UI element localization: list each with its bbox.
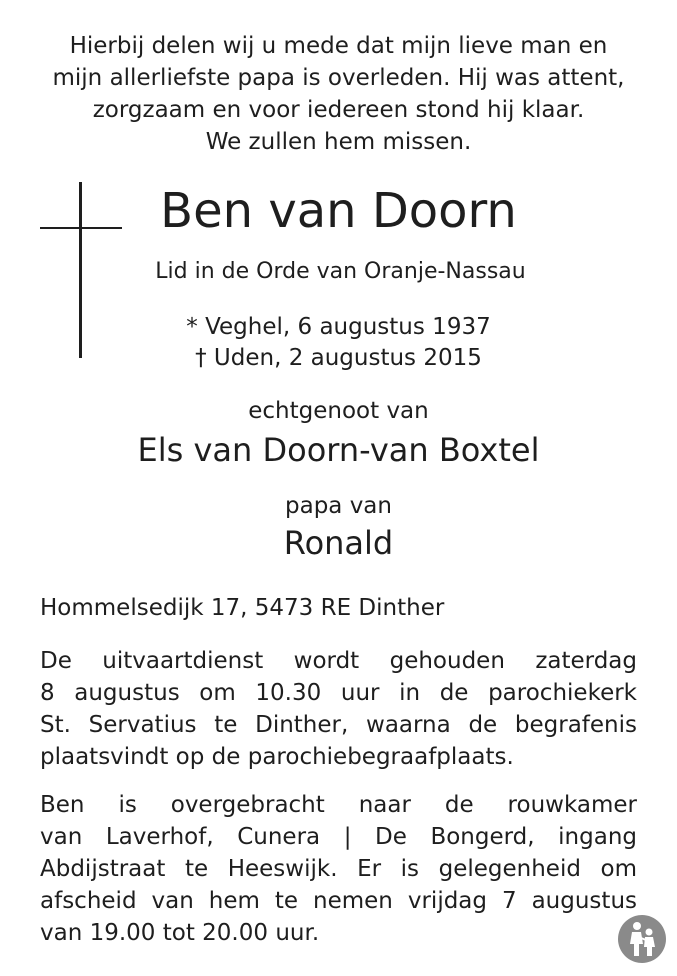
- intro-line: Hierbij delen wij u mede dat mijn lieve man en: [69, 33, 608, 59]
- child-name: Ronald: [283, 524, 394, 562]
- funeral-service-paragraph: [40, 645, 637, 773]
- paragraph-line: afscheid van hem te nemen vrijdag 7 augustus: [40, 888, 637, 914]
- paragraph-line: van 19.00 tot 20.00 uur.: [40, 920, 320, 946]
- child-label: papa van: [285, 493, 392, 519]
- intro-line: We zullen hem missen.: [205, 129, 472, 155]
- paragraph-line: 8 augustus om 10.30 uur in de parochiekerk: [40, 680, 637, 706]
- paragraph-line: De uitvaartdienst wordt gehouden zaterdag: [40, 648, 637, 674]
- death-date: † Uden, 2 augustus 2015: [195, 345, 482, 371]
- intro-text: [30, 30, 647, 158]
- paragraph-line: van Laverhof, Cunera | De Bongerd, ingang: [40, 824, 637, 850]
- paragraph-line: Ben is overgebracht naar de rouwkamer: [40, 792, 637, 818]
- memorial-logo-icon: [617, 914, 667, 964]
- paragraph-line: Abdijstraat te Heeswijk. Er is gelegenheid om: [40, 856, 637, 882]
- paragraph-line: St. Servatius te Dinther, waarna de begrafenis: [40, 712, 637, 738]
- intro-line: mijn allerliefste papa is overleden. Hij was attent,: [52, 65, 625, 91]
- deceased-name: Ben van Doorn: [160, 183, 517, 239]
- spouse-label: echtgenoot van: [248, 398, 429, 424]
- paragraph-line: plaatsvindt op de parochiebegraafplaats.: [40, 744, 514, 770]
- spouse-name: Els van Doorn-van Boxtel: [137, 431, 540, 469]
- birth-date: * Veghel, 6 augustus 1937: [186, 314, 491, 340]
- intro-line: zorgzaam en voor iedereen stond hij klaar.: [92, 97, 585, 123]
- honor-title: Lid in de Orde van Oranje-Nassau: [155, 259, 526, 284]
- viewing-paragraph: [40, 789, 637, 949]
- home-address: Hommelsedijk 17, 5473 RE Dinther: [40, 595, 445, 621]
